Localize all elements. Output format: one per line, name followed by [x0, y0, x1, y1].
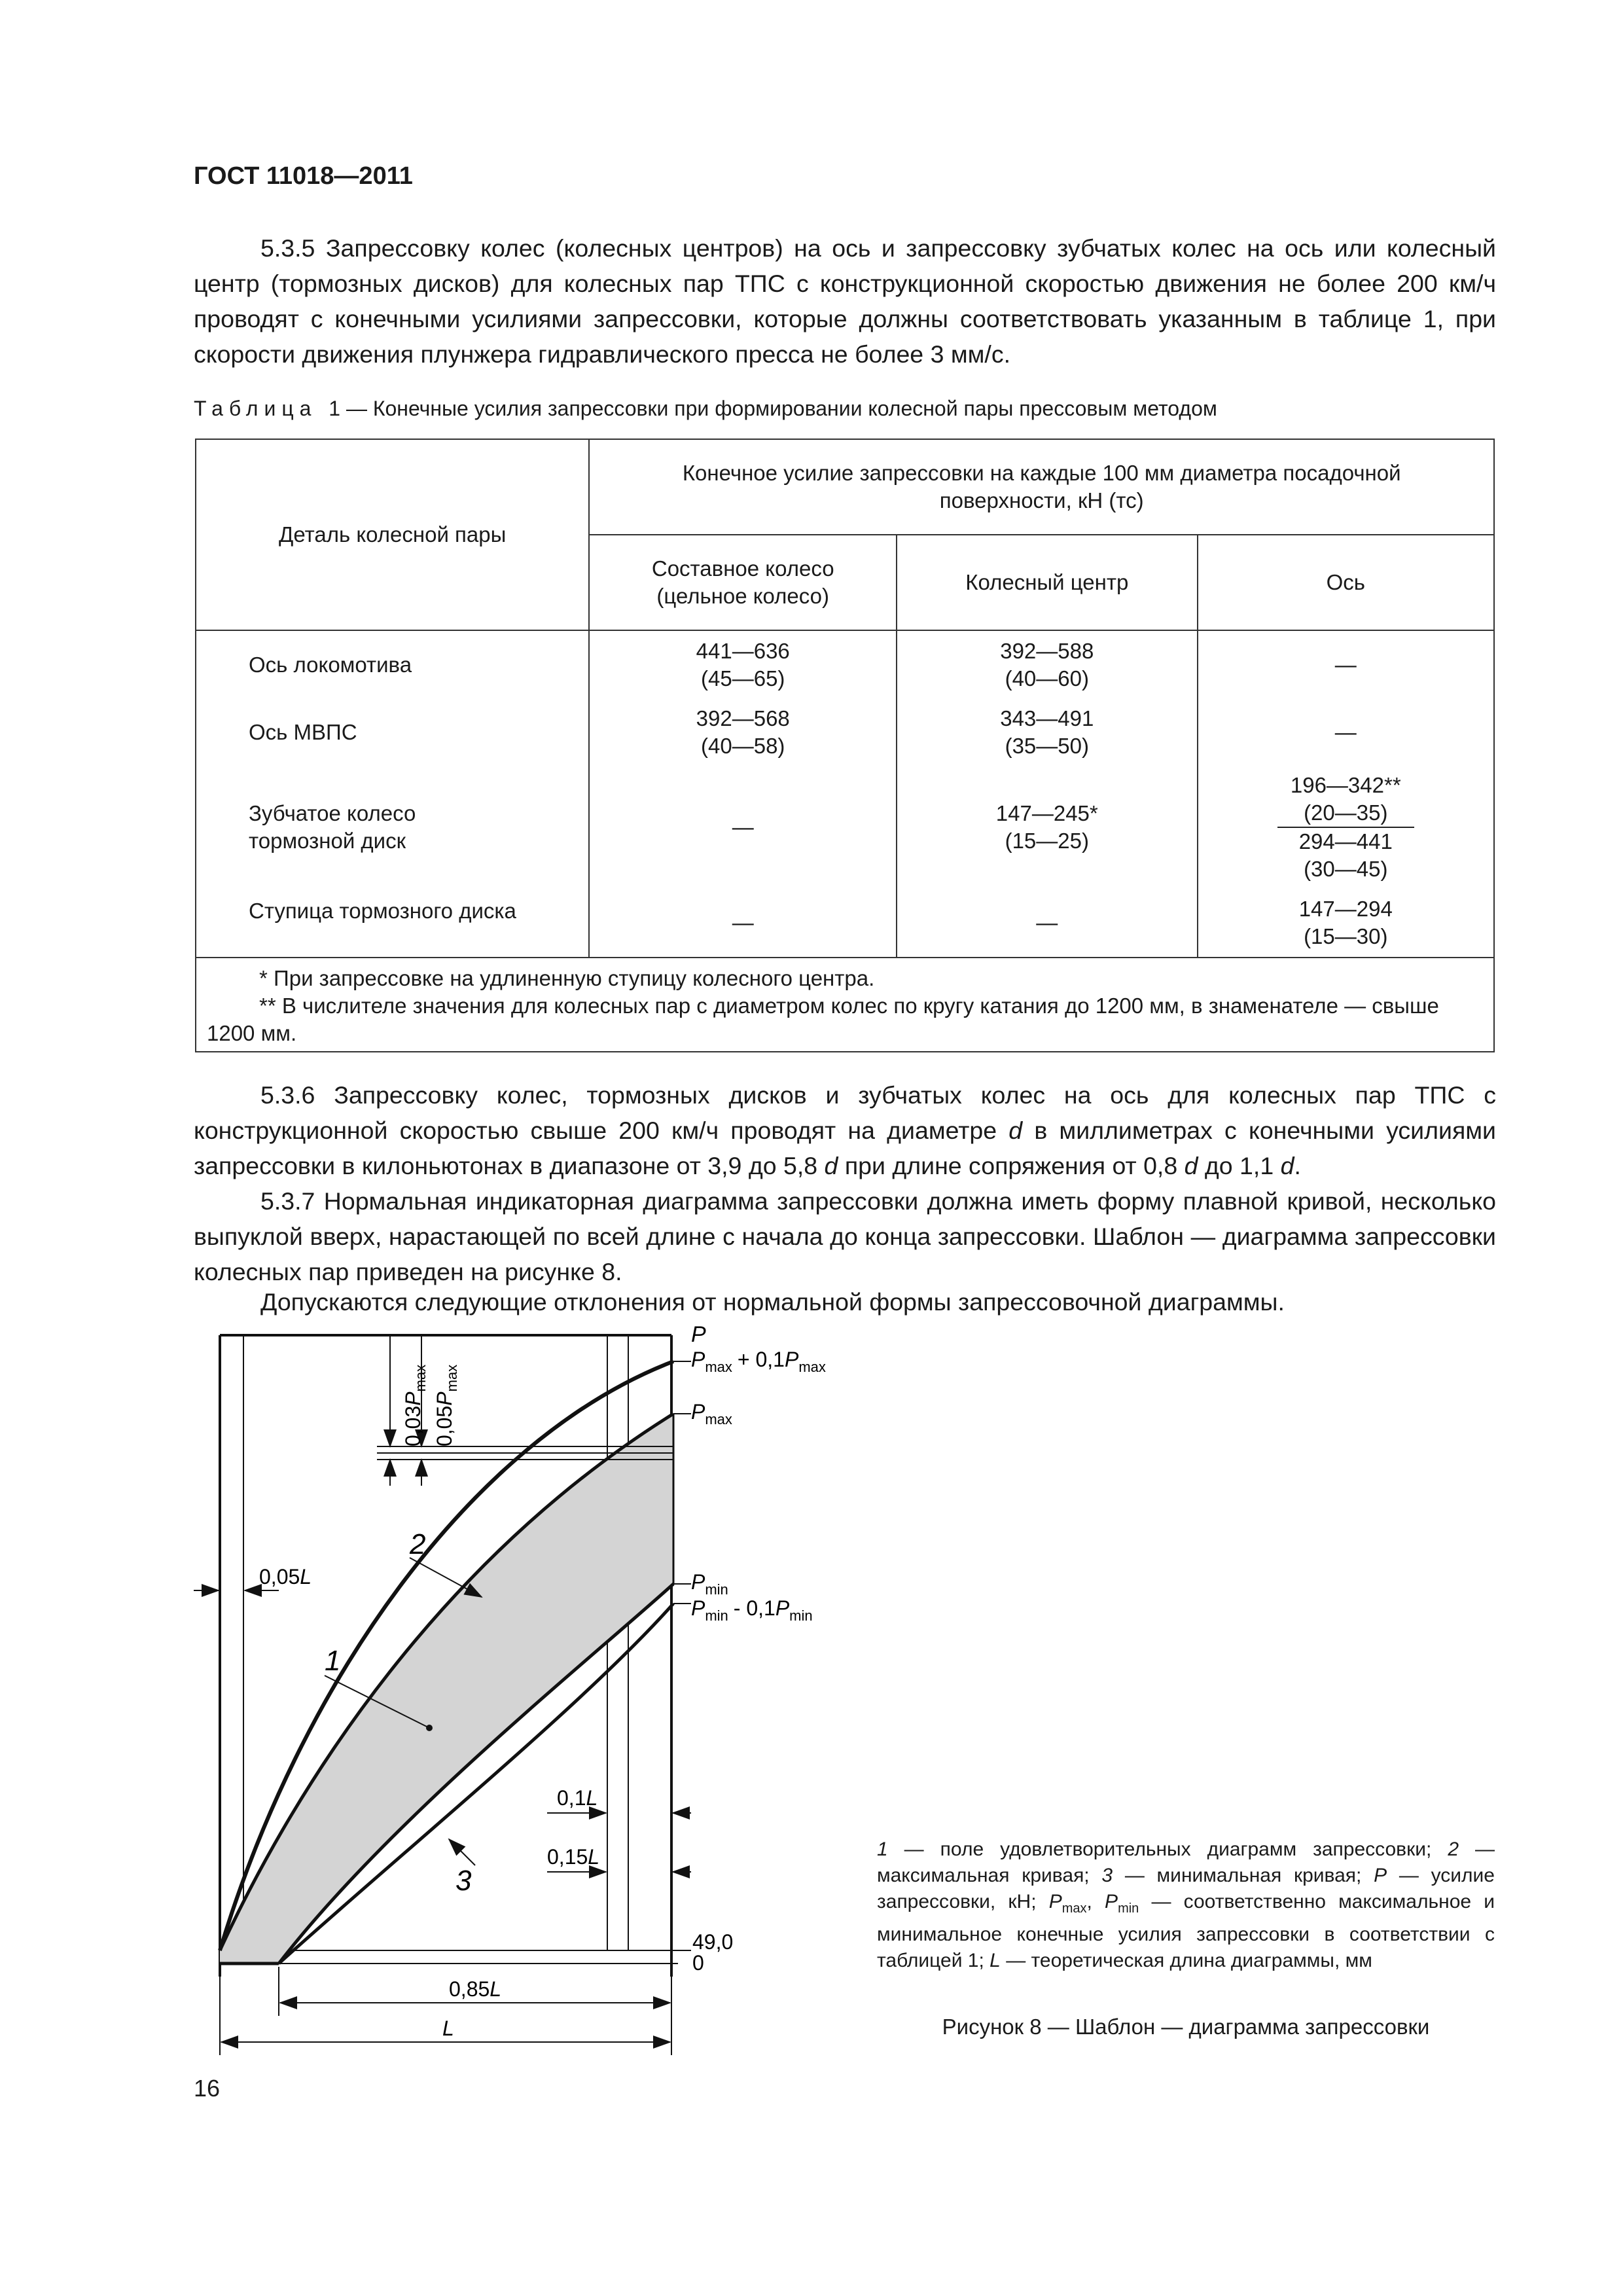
legend-sub: max [1061, 1901, 1087, 1916]
document-header: ГОСТ 11018—2011 [194, 162, 413, 190]
clause-number: 5.3.6 [260, 1081, 315, 1109]
header-part: Деталь колесной пары [196, 439, 589, 630]
label-pmax-plus: $P_{max} + 0,1P_{max}$ [691, 1348, 826, 1375]
legend-text: — максимальная кривая; [877, 1839, 1495, 1886]
cell-value: — [1198, 698, 1494, 766]
numerator: 196—342** [1290, 773, 1401, 797]
paragraph-text: Нормальная индикаторная диаграмма запрессовки должна иметь форму плавной кривой, несколько выпуклой вверх, нарастающей по всей длине с начала до конца запрессовки. Шаблон — диаграмма запрессовки колесных пар приведен на рисунке 8. [194, 1187, 1496, 1285]
dim-015l: 0,15L [547, 1845, 600, 1869]
cell-value: 147—245* [995, 801, 1098, 825]
pressing-diagram-template [194, 1322, 881, 2075]
paragraph-text: Запрессовку колес (колесных центров) на ось и запрессовку зубчатых колес на ось или колесный центр (тормозных дисков) для колесных пар ТПС с конструкционной скоростью движения не более 200 км/ч проводят с конечными усилиями запрессовки, которые должны соответствовать указанным в таблице 1, при скорости движения плунжера гидравлического пресса не более 3 мм/с. [194, 234, 1496, 368]
legend-symbol: 3 [1101, 1865, 1113, 1886]
fraction [1277, 772, 1414, 883]
legend-symbol: 1 [877, 1839, 888, 1860]
cell-value: 147—294 [1298, 896, 1393, 921]
cell-value: — [589, 766, 897, 888]
paragraph-text: . [1294, 1152, 1301, 1179]
paragraph-text: в миллиметрах с конечными усилиями запрессовки в килоньютонах в диапазоне от 3,9 до 5,8 [194, 1117, 1496, 1179]
paragraph-5-3-5 [194, 230, 1496, 372]
table-row [196, 888, 1494, 958]
callout-3: 3 [455, 1865, 472, 1897]
callout-2: 2 [410, 1528, 426, 1560]
legend-symbol: P [1374, 1865, 1387, 1886]
dim-005l: 0,05L [259, 1565, 312, 1588]
note-2: ** В числителе значения для колесных пар с диаметром колес по кругу катания до 1200 мм, в знаменателе — свыше 1200 мм. [207, 994, 1439, 1045]
table-row [196, 766, 1494, 888]
legend-text: — поле удовлетворительных диаграмм запрессовки; [887, 1839, 1448, 1860]
cell-value: 343—491 [1000, 706, 1094, 730]
table-caption [194, 397, 1217, 421]
cell-value: — [1198, 630, 1494, 698]
legend-text: — минимальная кривая; [1113, 1865, 1374, 1886]
table-notes [196, 958, 1494, 1052]
table-row [196, 698, 1494, 766]
cell-value: (45—65) [701, 666, 785, 691]
cell-value: (15—25) [1005, 829, 1089, 853]
legend-text: — теоретическая длина диаграммы, мм [1000, 1950, 1372, 1971]
dim-l: L [442, 2017, 454, 2040]
cell-value: (40—58) [701, 734, 785, 758]
dim-085l: 0,85L [449, 1977, 502, 2001]
callout-1: 1 [325, 1645, 341, 1677]
label-49: 49,0 [692, 1930, 734, 1954]
denominator: (30—45) [1304, 857, 1388, 881]
label-zero: 0 [692, 1951, 704, 1975]
row-name: тормозной диск [249, 829, 406, 853]
legend-text: — усилие запрессовки, кН; [877, 1865, 1495, 1912]
label-pmin-minus: $P_{min} - 0,1P_{min}$ [691, 1596, 813, 1624]
cell-value: 392—568 [696, 706, 790, 730]
header-col3: Ось [1198, 535, 1494, 630]
clause-number: 5.3.7 [260, 1187, 315, 1215]
legend-symbol: P [1048, 1891, 1062, 1912]
paragraph-text: до 1,1 [1198, 1152, 1281, 1179]
row-name: Ось МВПС [196, 698, 589, 766]
label-p: P [691, 1322, 706, 1347]
paragraph-text: Запрессовку колес, тормозных дисков и зубчатых колес на ось для колесных пар ТПС с конструкционной скоростью свыше 200 км/ч проводят на диаметре [194, 1081, 1497, 1144]
header-force: Конечное усилие запрессовки на каждые 100 мм диаметра посадочной поверхности, кН (тс) [589, 439, 1494, 535]
dim-01l: 0,1L [557, 1786, 598, 1810]
cell-value: — [589, 888, 897, 958]
cell-value: — [897, 888, 1197, 958]
cell-value: (40—60) [1005, 666, 1089, 691]
dim-005pmax: $0,05P_{max}$ [433, 1364, 460, 1446]
symbol-d: d [824, 1152, 838, 1179]
leader-lines [673, 1361, 691, 1950]
force-table [195, 439, 1495, 1052]
paragraph-5-3-6 [194, 1077, 1496, 1183]
cell-value: (15—30) [1304, 924, 1388, 948]
row-name: Зубчатое колесо [249, 801, 416, 825]
symbol-d: d [1184, 1152, 1198, 1179]
row-name: Ступица тормозного диска [196, 888, 589, 958]
row-name: Ось локомотива [196, 630, 589, 698]
legend-sub: min [1118, 1901, 1139, 1916]
legend-text: — соответственно максимальное и минимальное конечные усилия запрессовки в соответствии с таблицей 1; [877, 1891, 1495, 1971]
cell-value: 441—636 [696, 638, 790, 663]
field-point [426, 1725, 433, 1731]
legend-symbol: 2 [1448, 1839, 1459, 1860]
figure-legend: 1 — поле удовлетворительных диаграмм запрессовки; 2 — максимальная кривая; 3 — минимальная кривая; P — усилие запрессовки, кН; $P_{max}$, $P_{min}$ — соответственно максимальное и минимальное конечные усилия запрессовки в соответствии с таблицей 1; L — теоретическая длина диаграммы, мм [877, 1839, 1495, 1971]
symbol-d: d [1008, 1117, 1023, 1144]
cell-value: (35—50) [1005, 734, 1089, 758]
clause-number: 5.3.5 [260, 234, 315, 262]
paragraph-text: Допускаются следующие отклонения от нормальной формы запрессовочной диаграммы. [260, 1288, 1285, 1316]
legend-symbol: P [1105, 1891, 1118, 1912]
table-row [196, 630, 1494, 698]
paragraph-5-3-7 [194, 1183, 1496, 1289]
label-pmax: $P_{max}$ [691, 1400, 732, 1427]
paragraph-deviations [194, 1284, 1496, 1319]
satisfactory-field [220, 1414, 673, 1964]
page-number: 16 [194, 2075, 221, 2102]
dim-003pmax: $0,03P_{max}$ [401, 1364, 429, 1446]
header-col2: Колесный центр [897, 535, 1197, 630]
table-caption-word: Таблица [194, 397, 317, 420]
label-pmin: $P_{min}$ [691, 1570, 728, 1598]
legend-symbol: L [990, 1950, 1001, 1971]
note-1: * При запрессовке на удлиненную ступицу колесного центра. [259, 966, 875, 990]
denominator: 294—441 [1298, 829, 1393, 853]
paragraph-text: при длине сопряжения от 0,8 [838, 1152, 1185, 1179]
header-col1: Составное колесо (цельное колесо) [589, 535, 897, 630]
symbol-d: d [1280, 1152, 1294, 1179]
numerator: (20—35) [1304, 800, 1388, 825]
table-caption-text: 1 — Конечные усилия запрессовки при формировании колесной пары прессовым методом [329, 397, 1217, 420]
cell-value: 392—588 [1000, 638, 1094, 663]
figure-caption: Рисунок 8 — Шаблон — диаграмма запрессовки [942, 2015, 1430, 2039]
